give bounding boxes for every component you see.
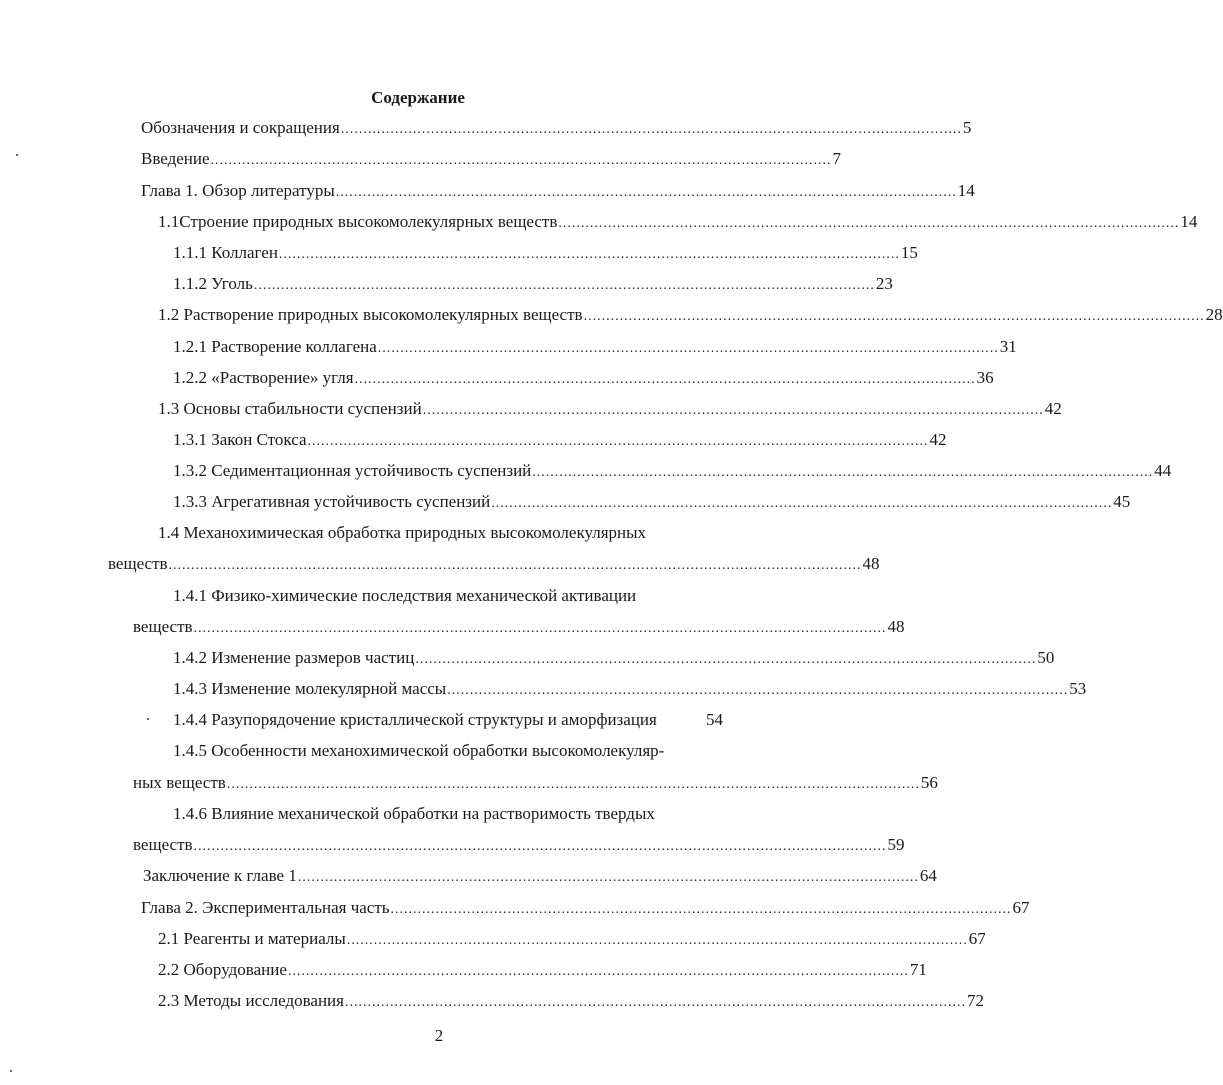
toc-entry-label: Глава 2. Экспериментальная часть (141, 898, 390, 917)
toc-entry[interactable] (141, 898, 1030, 918)
toc-entry-label: 1.1Строение природных высокомолекулярных веществ (158, 212, 558, 231)
toc-entry-label: ных веществ (133, 773, 226, 792)
toc-entry-first-line[interactable]: 1.4.6 Влияние механической обработки на растворимость твердых (173, 804, 655, 823)
toc-entry-label: веществ (108, 554, 168, 573)
toc-entry-label: Глава 1. Обзор литературы (141, 181, 335, 200)
dot-leader: .......................................................................................................................................... (344, 995, 966, 1010)
toc-entry[interactable] (173, 710, 723, 730)
toc-entry-page: 48 (887, 617, 905, 636)
toc-entry[interactable] (141, 149, 842, 169)
toc-entry-label: веществ (133, 835, 193, 854)
toc-entry-label: 1.4.3 Изменение молекулярной массы (173, 679, 447, 698)
toc-entry-page: 28 (1205, 305, 1223, 324)
scan-speck (16, 154, 18, 156)
dot-leader: .......................................................................................................................................... (307, 434, 929, 449)
toc-entry-page: 59 (887, 835, 905, 854)
toc-entry[interactable] (173, 461, 1172, 481)
toc-entry-label: 2.2 Оборудование (158, 960, 287, 979)
toc-entry-page: 48 (862, 554, 880, 573)
toc-entry-label: 1.2.1 Растворение коллагена (173, 337, 377, 356)
toc-entry[interactable] (173, 274, 893, 294)
toc-entry-page: 71 (909, 960, 927, 979)
toc-entry-first-line[interactable]: 1.4.1 Физико-химические последствия механической активации (173, 586, 637, 605)
toc-entry[interactable] (158, 929, 986, 949)
toc-entry[interactable] (173, 679, 1087, 699)
toc-entry-label: 1.2.2 «Растворение» угля (173, 368, 354, 387)
toc-entry-page: 7 (832, 149, 842, 168)
dot-leader: .......................................................................................................................................... (390, 902, 1012, 917)
dot-leader: .......................................................................................................................................................... (193, 839, 887, 854)
toc-entry[interactable] (143, 866, 937, 886)
toc-entry-label: Введение (141, 149, 210, 168)
toc-entry-page: 23 (875, 274, 893, 293)
toc-entry-first-line[interactable]: 1.4 Механохимическая обработка природных высокомолекулярных (158, 523, 647, 542)
dot-leader: .......................................................................................................................................... (287, 964, 909, 979)
dot-leader: .......................................................................................................................................... (532, 465, 1154, 480)
toc-entry[interactable] (108, 554, 880, 574)
toc-entry-label: 1.3 Основы стабильности суспензий (158, 399, 422, 418)
toc-entry-page: 64 (919, 866, 937, 885)
toc-entry[interactable] (133, 773, 938, 793)
toc-entry-label: 1.1.1 Коллаген (173, 243, 278, 262)
dot-leader: .......................................................................................................................................................... (226, 777, 920, 792)
toc-entry-page: 15 (900, 243, 918, 262)
toc-entry[interactable] (173, 368, 994, 388)
toc-entry-label: веществ (133, 617, 193, 636)
toc-entry-page: 44 (1154, 461, 1172, 480)
page-title: Содержание (371, 88, 465, 107)
dot-leader: .......................................................................................................................................... (447, 683, 1069, 698)
toc-entry-label: 1.3.3 Агрегативная устойчивость суспензий (173, 492, 491, 511)
toc-entry[interactable] (158, 991, 984, 1011)
toc-entry-page: 14 (957, 181, 975, 200)
dot-leader: .......................................................................................................................................... (422, 403, 1044, 418)
toc-entry-page: 42 (929, 430, 947, 449)
dot-leader: .......................................................................................................................................... (346, 933, 968, 948)
dot-leader: .......................................................................................................................................... (583, 309, 1205, 324)
dot-leader: .......................................................................................................................................... (415, 652, 1037, 667)
toc-entry[interactable] (158, 399, 1062, 419)
toc-entry[interactable] (141, 181, 975, 201)
toc-entry[interactable] (173, 430, 947, 450)
toc-entry-page: 53 (1069, 679, 1087, 698)
toc-entry-page: 72 (966, 991, 984, 1010)
toc-entry[interactable] (141, 118, 972, 138)
toc-entry-page: 45 (1113, 492, 1131, 511)
toc-entry-label: 1.3.1 Закон Стокса (173, 430, 307, 449)
toc-entry-page: 67 (1012, 898, 1030, 917)
toc-entry-page: 5 (962, 118, 972, 137)
toc-entry-page: 31 (999, 337, 1017, 356)
toc-entry-page: 54 (706, 710, 723, 729)
dot-leader: .......................................................................................................................................... (340, 122, 962, 137)
toc-entry[interactable] (173, 492, 1131, 512)
toc-entry-page: 36 (976, 368, 994, 387)
scan-speck (10, 1070, 12, 1072)
toc-entry-label: 1.3.2 Седиментационная устойчивость суспензий (173, 461, 532, 480)
toc-entry-first-line[interactable]: 1.4.5 Особенности механохимической обработки высокомолекуляр- (173, 741, 665, 760)
dot-leader: .......................................................................................................................................... (354, 372, 976, 387)
toc-entry[interactable] (173, 337, 1017, 357)
toc-entry-label: Заключение к главе 1 (143, 866, 297, 885)
scan-speck (147, 718, 149, 720)
dot-leader: .......................................................................................................................................... (335, 185, 957, 200)
toc-entry[interactable] (158, 212, 1198, 232)
toc-entry-label: 1.1.2 Уголь (173, 274, 253, 293)
dot-leader: .......................................................................................................................................... (491, 496, 1113, 511)
dot-leader: .......................................................................................................................................... (278, 247, 900, 262)
dot-leader: .......................................................................................................................................................... (193, 621, 887, 636)
toc-entry[interactable] (173, 243, 918, 263)
toc-entry-label: 2.1 Реагенты и материалы (158, 929, 346, 948)
toc-entry-page: 14 (1180, 212, 1198, 231)
dot-leader: .......................................................................................................................................... (558, 216, 1180, 231)
toc-entry-label: 1.4.4 Разупорядочение кристаллической структуры и аморфизация (173, 710, 657, 729)
dot-leader: .......................................................................................................................................... (377, 341, 999, 356)
dot-leader: .......................................................................................................................................................... (168, 558, 862, 573)
toc-entry[interactable] (158, 960, 927, 980)
toc-entry[interactable] (133, 617, 905, 637)
toc-entry-page: 42 (1044, 399, 1062, 418)
page-number: 2 (434, 1026, 444, 1045)
dot-leader: .......................................................................................................................................... (253, 278, 875, 293)
toc-entry[interactable] (158, 305, 1223, 325)
toc-entry-page: 56 (920, 773, 938, 792)
toc-entry-label: 2.3 Методы исследования (158, 991, 344, 1010)
toc-entry[interactable] (173, 648, 1055, 668)
dot-leader: .......................................................................................................................................... (210, 153, 832, 168)
toc-entry-page: 67 (968, 929, 986, 948)
toc-entry[interactable] (133, 835, 905, 855)
toc-entry-label: Обозначения и сокращения (141, 118, 340, 137)
dot-leader: .......................................................................................................................................... (297, 870, 919, 885)
toc-entry-label: 1.4.2 Изменение размеров частиц (173, 648, 415, 667)
toc-entry-page: 50 (1037, 648, 1055, 667)
toc-entry-label: 1.2 Растворение природных высокомолекулярных веществ (158, 305, 583, 324)
